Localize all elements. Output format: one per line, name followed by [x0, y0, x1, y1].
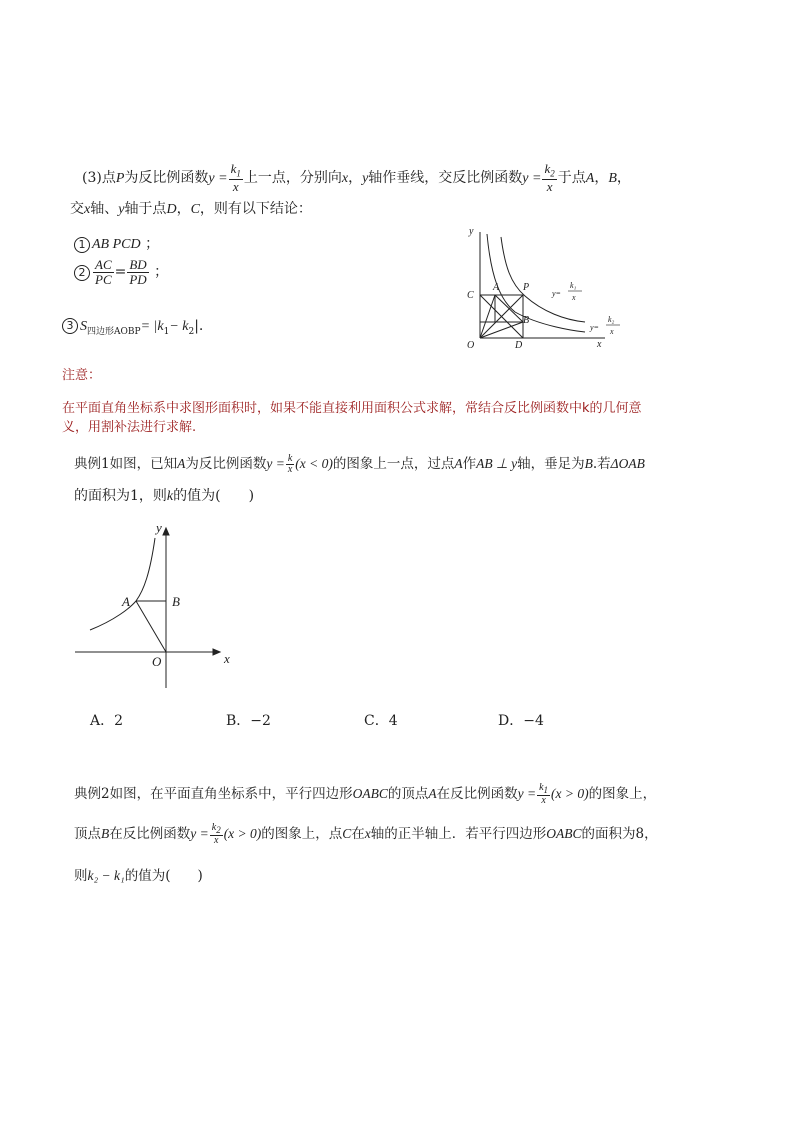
fraction-k2-x [542, 162, 556, 194]
fraction-k1-x [229, 162, 243, 194]
k-sub: 1 [543, 784, 549, 795]
text: 的图象上一点，过点 [332, 456, 455, 472]
example1-line1 [74, 452, 645, 476]
circle-number: 1 [74, 237, 90, 253]
point-a: A [585, 170, 595, 186]
item3-lead: (3)点 [82, 169, 116, 186]
label-y: y [156, 520, 162, 535]
point-c: C [342, 826, 352, 841]
equals: = [114, 264, 127, 281]
note-body-line1: 在平面直角坐标系中求图形面积时，如果不能直接利用面积公式求解，常结合反比例函数中k的几何意 [62, 401, 642, 416]
label-d: D [515, 340, 523, 351]
point-a: A [454, 456, 463, 471]
text: 轴的正半轴上．若平行四边形 [370, 826, 547, 842]
label-a: A [122, 594, 130, 609]
example2-line3 [74, 864, 203, 884]
text: 在 [351, 826, 365, 842]
item3-line2 [70, 198, 312, 218]
text: 的值为( ) [124, 868, 203, 884]
label-k2-den: x [610, 327, 614, 336]
area-s: S [80, 319, 87, 334]
option-a: A．2 [90, 713, 124, 729]
ab-perp-y: AB ⊥ y [476, 456, 518, 471]
text: |. [194, 318, 204, 334]
k-difference: k₂ − k₁ [87, 868, 125, 883]
label-k2-num: k₂ [608, 315, 615, 324]
k-num: k [230, 161, 237, 176]
point-d: D [166, 202, 177, 217]
text: ， [594, 169, 609, 186]
text: 的图象上，点 [261, 826, 343, 842]
sub-1: 1 [163, 326, 170, 337]
figure-hyperbola-quadrilateral [455, 222, 635, 352]
k-num: k [544, 161, 551, 176]
label-a: A [493, 282, 500, 293]
y-var: y [118, 202, 125, 217]
text: 轴于点 [124, 201, 167, 217]
line-oa [480, 295, 495, 338]
k-num: k [211, 821, 217, 833]
label-x: x [597, 339, 602, 350]
x-den: x [287, 464, 293, 475]
text: 上一点，分别向 [243, 169, 342, 186]
label-p: P [523, 282, 530, 293]
text: 轴，垂足为 [517, 456, 585, 472]
fraction-ac-pc [93, 258, 114, 286]
x-var: x [84, 202, 91, 217]
text: ， [616, 169, 631, 186]
k-var: k [166, 489, 174, 504]
domain: (x > 0) [223, 826, 262, 841]
conclusion-text: AB PCD [92, 237, 141, 252]
fraction-bd-pd [127, 258, 148, 286]
pc: PC [95, 271, 112, 287]
text: 典例2如图，在平面直角坐标系中，平行四边形 [74, 786, 353, 802]
note-title: 注意： [62, 368, 102, 383]
text: 作 [462, 456, 477, 472]
text: 的值为( ) [173, 488, 255, 504]
text: ； [154, 264, 169, 281]
text: 在反比例函数 [436, 786, 518, 802]
x-den: x [541, 794, 546, 806]
item3-line1 [82, 162, 631, 194]
text: 的面积为8， [581, 826, 658, 842]
x-den: x [213, 834, 219, 846]
k-sub: 2 [216, 824, 221, 835]
text: 为反比例函数 [185, 456, 267, 472]
text: 的图象上， [588, 786, 657, 802]
domain: (x < 0) [295, 456, 333, 471]
text: 的顶点 [387, 786, 429, 802]
example1-line2 [74, 485, 254, 505]
label-y: y [469, 226, 474, 237]
point-b: B [101, 826, 110, 841]
label-c: C [467, 290, 474, 301]
sub-2: 2 [188, 326, 195, 337]
point-a: A [428, 786, 437, 801]
parallelogram-oabc: OABC [352, 786, 388, 801]
k-num: k [539, 781, 544, 793]
segment-ao [136, 601, 166, 652]
k-sub: 1 [236, 168, 241, 179]
example2-line2 [74, 822, 658, 846]
x-var: x [341, 170, 349, 186]
y-arrow-icon [163, 528, 169, 535]
text: 交 [70, 201, 84, 217]
parallelogram-oabc: OABC [546, 826, 582, 841]
bd: BD [129, 257, 147, 272]
label-k1-num: k₁ [570, 281, 577, 290]
label-b: B [523, 315, 530, 326]
label-k2-y: y= [590, 323, 599, 332]
point-b: B [584, 456, 593, 471]
func-lhs: y = [190, 826, 209, 841]
conclusion-2 [74, 258, 168, 286]
point-c: C [190, 202, 200, 217]
point-b: B [608, 170, 617, 186]
y-var: y [362, 170, 369, 186]
fraction-k-x [286, 454, 294, 476]
figure-example1 [70, 518, 250, 693]
note-body-line2: 义，用割补法进行求解. [62, 420, 197, 435]
func-lhs: y = [517, 786, 537, 801]
text: 典例1如图，已知 [74, 456, 178, 472]
area-sub: 四边形AOBP [87, 326, 141, 337]
func-lhs: y = [266, 456, 285, 471]
func-lhs: y = [208, 170, 228, 186]
curve-k2 [501, 237, 585, 322]
conclusion-3 [62, 318, 203, 337]
text: 轴、 [90, 201, 119, 217]
option-b: B．−2 [226, 713, 271, 729]
option-c: C．4 [364, 713, 398, 729]
text: 为反比例函数 [124, 169, 209, 186]
example2-line1 [74, 782, 656, 806]
text: 则 [74, 868, 88, 884]
text: 于点 [557, 169, 586, 186]
domain: (x > 0) [551, 786, 589, 801]
text: ， [348, 169, 363, 186]
text: 顶点 [74, 826, 101, 842]
label-o: O [467, 340, 475, 351]
triangle-oab: ΔOAB [610, 456, 645, 471]
text: ，则有以下结论： [199, 201, 312, 217]
text: ； [145, 236, 160, 252]
label-o: O [152, 654, 162, 669]
area-eq: = |k [140, 319, 164, 334]
x-den: x [546, 179, 553, 195]
x-var: x [364, 826, 371, 841]
label-x: x [224, 651, 230, 666]
x-den: x [232, 179, 239, 195]
label-k1-y: y= [552, 289, 561, 298]
text: 的面积为1，则 [74, 488, 167, 504]
k-num: k [287, 452, 293, 464]
fraction-k2-x [210, 823, 223, 847]
fraction-k1-x [537, 783, 550, 807]
area-minus: − k [169, 319, 189, 334]
x-arrow-icon [213, 649, 220, 655]
circle-number: 3 [62, 318, 78, 334]
text: 在反比例函数 [109, 826, 191, 842]
ac: AC [95, 257, 112, 272]
k-sub: 2 [550, 168, 555, 179]
text: .若 [592, 456, 611, 472]
conclusion-1 [74, 233, 159, 253]
func-lhs: y = [522, 170, 542, 186]
circle-number: 2 [74, 265, 90, 281]
point-p: P [115, 170, 125, 186]
label-b: B [172, 594, 180, 609]
label-k1-den: x [572, 293, 576, 302]
pd: PD [129, 271, 147, 287]
line-ob [480, 322, 523, 338]
point-a: A [177, 456, 186, 471]
option-d: D．−4 [498, 713, 544, 729]
text: ， [176, 201, 191, 217]
text: 轴作垂线，交反比例函数 [368, 169, 523, 186]
